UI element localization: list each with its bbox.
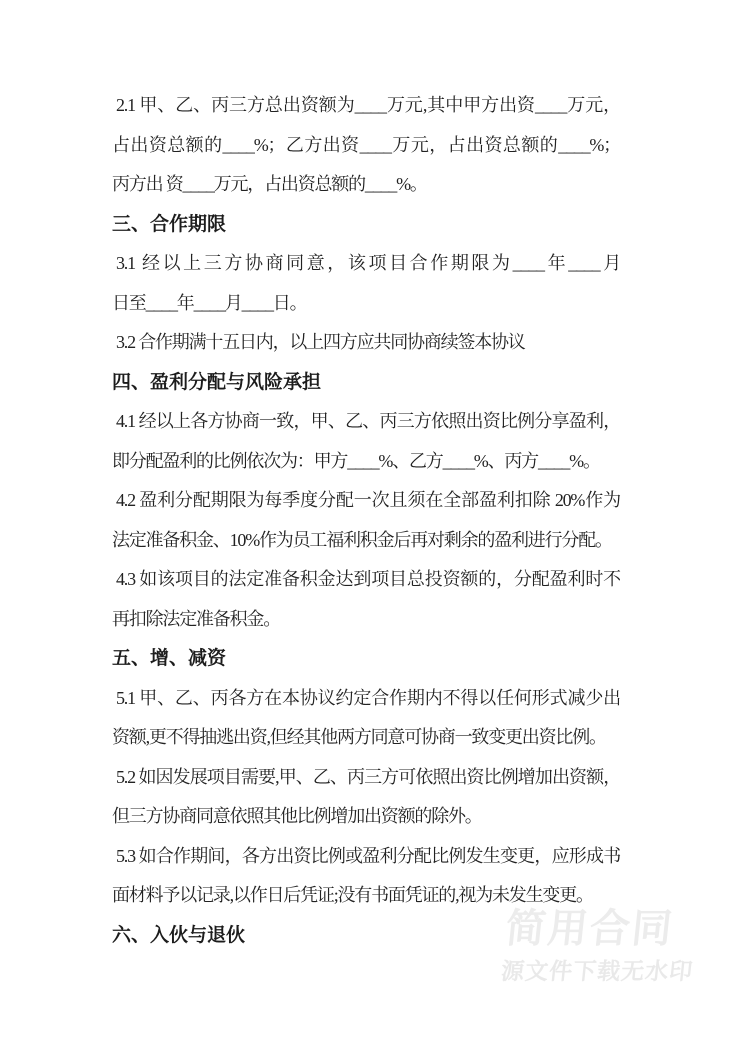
paragraph-line: 4.3 如该项目的法定准备积金达到项目总投资额的，分配盈利时不: [116, 569, 620, 589]
paragraph-line: 4.2 盈利分配期限为每季度分配一次且须在全部盈利扣除 20%作为: [116, 490, 620, 510]
clause-3-1: [112, 244, 620, 323]
paragraph-line: 日至____年____月____日。: [112, 292, 307, 313]
clause-5-3: [112, 837, 620, 916]
paragraph-line: 2.1 甲、乙、丙三方总出资额为____万元,其中甲方出资____万元，: [116, 95, 620, 115]
paragraph-line: 丙方出 资____万元，占出资总额的____%。: [112, 174, 427, 194]
clause-4-2: [112, 481, 620, 560]
paragraph-line: 资额,更不得抽逃出资,但经其他两方同意可协商一致变更出资比例。: [112, 727, 606, 747]
paragraph-line: 面材料予以记录,以作日后凭证;没有书面凭证的,视为未发生变更。: [112, 885, 593, 905]
clause-5-2: [112, 758, 620, 837]
paragraph-line: 再扣除法定准备积金。: [112, 608, 280, 629]
section-heading-3: 三、合作期限: [112, 213, 227, 235]
section-heading-4: 四、盈利分配与风险承担: [112, 371, 322, 393]
watermark-subtitle: 源文件下载无水印: [499, 958, 695, 984]
paragraph-line: 4.1 经以上各方协商一致，甲、乙、丙三方依照出资比例分享盈利，: [116, 411, 620, 431]
paragraph-line: 5.1 甲、乙、丙各方在本协议约定合作期内不得以任何形式减少出: [116, 687, 620, 708]
document-body: [112, 86, 620, 955]
clause-4-1: [112, 402, 620, 481]
section-heading-6: 六、入伙与退伙: [112, 924, 246, 946]
section-heading-5: 五、增、减资: [112, 648, 227, 669]
paragraph-line: 5.2 如因发展项目需要,甲、乙、丙三方可依照出资比例增加出资额，: [116, 766, 620, 787]
clause-5-1: [112, 679, 620, 758]
clause-3-2: [112, 323, 620, 363]
paragraph-line: 占出资总额的____%；乙方出资____万元，占出资总额的____%；: [112, 134, 620, 155]
paragraph-line: 3.2 合作期满十五日内，以上四方应共同协商续签本协议: [116, 332, 525, 352]
paragraph-line: 即分配盈利的比例依次为：甲方____%、乙方____%、丙方____%。: [112, 450, 600, 471]
clause-2-1: [112, 86, 620, 205]
paragraph-line: 5.3 如合作期间，各方出资比例或盈利分配比例发生变更，应形成书: [116, 845, 620, 866]
paragraph-line: 法定准备积金、10%作为员工福利积金后再对剩余的盈利进行分配。: [112, 529, 612, 550]
paragraph-line: 3.1 经以上三方协商同意，该项目合作期限为____年____月: [116, 253, 620, 273]
paragraph-line: 但三方协商同意依照其他比例增加出资额的除外。: [112, 806, 482, 826]
watermark-title: 简用合同: [503, 907, 676, 951]
clause-4-3: [112, 560, 620, 639]
